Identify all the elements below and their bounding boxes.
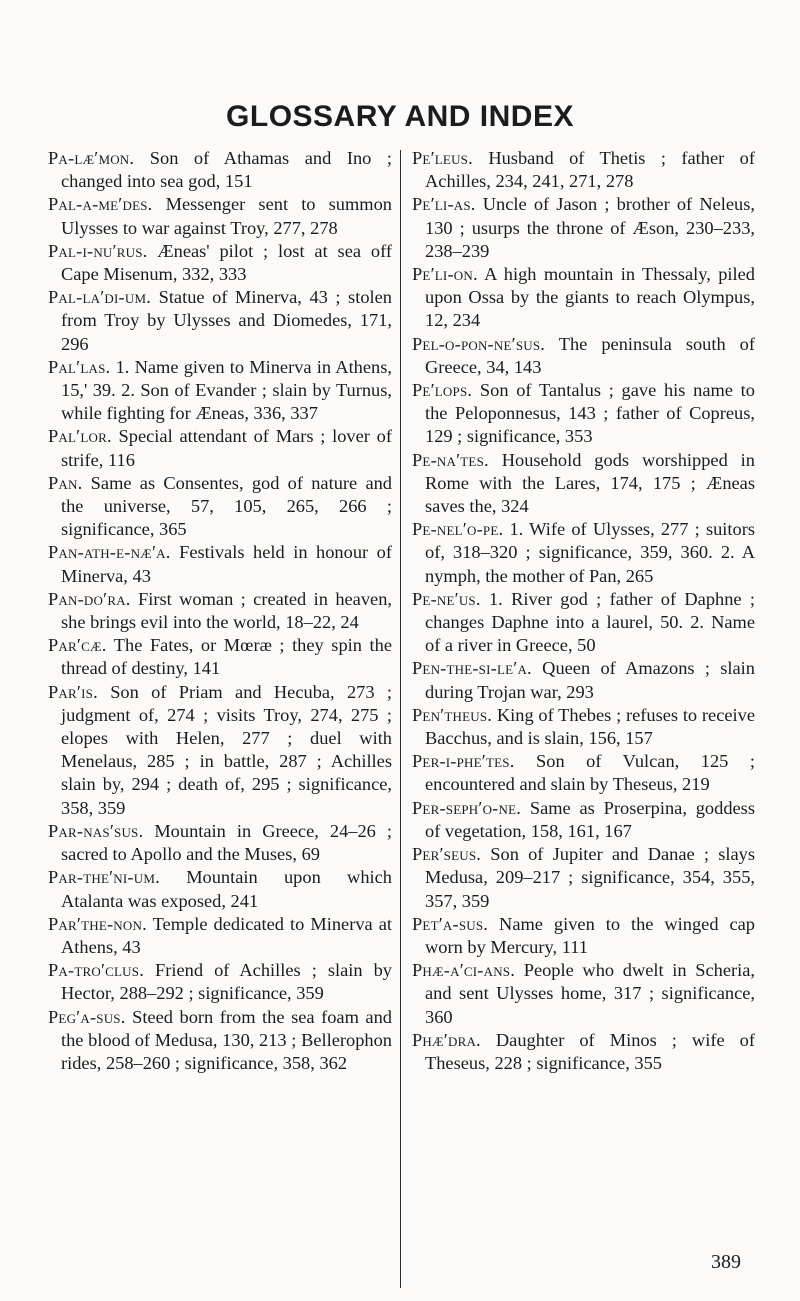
entry-headword: Pal-i-nu′rus. xyxy=(48,240,148,261)
entry-headword: Pel-o-pon-ne′sus. xyxy=(412,333,546,354)
index-entry xyxy=(412,147,755,193)
entry-headword: Par-the′ni-um. xyxy=(48,867,160,888)
entry-text: The peninsula south of Greece, 34, 143 xyxy=(425,333,755,377)
index-entry xyxy=(48,588,392,634)
entry-headword: Pan. xyxy=(48,472,83,493)
entry-headword: Pan-do′ra. xyxy=(48,588,131,609)
index-entry xyxy=(48,959,392,1005)
entry-headword: Pal-la′di-um. xyxy=(48,287,152,308)
entry-text: Uncle of Jason ; brother of Neleus, 130 ; usurps the throne of Æson, 230–233, 238–239 xyxy=(425,194,755,261)
page-title: GLOSSARY AND INDEX xyxy=(226,100,574,133)
index-entry xyxy=(48,286,392,356)
entry-headword: Pe′li-as. xyxy=(412,194,476,215)
entry-headword: Per-seph′o-ne. xyxy=(412,797,522,818)
index-entry xyxy=(48,193,392,239)
entry-text: Friend of Achilles ; slain by Hector, 288–292 ; significance, 359 xyxy=(61,960,392,1004)
index-entry xyxy=(412,518,755,588)
entry-text: Son of Jupiter and Danae ; slays Medusa, 209–217 ; significance, 354, 355, 357, 359 xyxy=(425,844,755,911)
entry-headword: Pal′lor. xyxy=(48,426,112,447)
entry-headword: Pa-læ′mon. xyxy=(48,148,135,168)
entry-text: Same as Proserpina, goddess of vegetation, 158, 161, 167 xyxy=(425,797,755,841)
entry-headword: Per′seus. xyxy=(412,844,482,865)
entry-headword: Pen′theus. xyxy=(412,704,493,725)
index-entry xyxy=(412,657,755,703)
index-entry xyxy=(412,379,755,449)
index-entry xyxy=(412,704,755,750)
index-entry xyxy=(48,147,392,193)
entry-headword: Pe′lops. xyxy=(412,380,473,401)
index-entry xyxy=(48,472,392,542)
index-entry xyxy=(412,193,755,263)
index-entry xyxy=(48,681,392,820)
entry-text: First woman ; created in heaven, she brings evil into the world, 18–22, 24 xyxy=(61,588,392,633)
entry-headword: Pet′a-sus. xyxy=(412,913,489,934)
index-entry xyxy=(48,1006,392,1076)
index-entry xyxy=(412,843,755,913)
entry-headword: Pe-nel′o-pe. xyxy=(412,519,504,540)
entry-headword: Par′cæ. xyxy=(48,635,107,656)
entry-text: Son of Athamas and Ino ; changed into sea god, 151 xyxy=(61,148,392,192)
index-entry xyxy=(412,263,755,333)
index-entry xyxy=(48,634,392,680)
entry-text: Mountain in Greece, 24–26 ; sacred to Apollo and the Muses, 69 xyxy=(61,820,392,865)
entry-text: Temple dedicated to Minerva at Athens, 43 xyxy=(61,913,393,957)
entry-text: The Fates, or Mœræ ; they spin the thread of destiny, 141 xyxy=(61,635,392,679)
index-entry xyxy=(412,1029,755,1075)
entry-headword: Pe-ne′us. xyxy=(412,588,481,609)
index-entry xyxy=(48,866,392,912)
entry-headword: Pa-tro′clus. xyxy=(48,960,144,981)
entry-headword: Par′the-non. xyxy=(48,913,147,934)
entry-headword: Phæ′dra. xyxy=(412,1029,481,1050)
entry-text: Messenger sent to summon Ulysses to war against Troy, 277, 278 xyxy=(61,194,392,238)
entry-text: A high mountain in Thessaly, piled upon Ossa by the giants to reach Olympus, 12, 234 xyxy=(425,264,755,331)
entry-text: 1. Name given to Minerva in Athens, 15,' 39. 2. Son of Evander ; slain by Turnus, while fighting for Æneas, 336, 337 xyxy=(61,356,392,424)
index-entry xyxy=(412,333,755,379)
index-entry xyxy=(48,425,392,471)
entry-headword: Par-nas′sus. xyxy=(48,820,144,841)
entry-text: Festivals held in honour of Minerva, 43 xyxy=(61,542,392,586)
entry-headword: Pal-a-me′des. xyxy=(48,194,153,215)
index-entry xyxy=(48,913,392,959)
entry-text: 1. River god ; father of Daphne ; changes Daphne into a laurel, 50. 2. Name of a river in Greece, 50 xyxy=(425,588,755,656)
entry-text: Name given to the winged cap worn by Mercury, 111 xyxy=(425,913,755,957)
entry-headword: Pe′leus. xyxy=(412,148,473,168)
right-column xyxy=(412,147,755,1075)
entry-text: King of Thebes ; refuses to receive Bacchus, and is slain, 156, 157 xyxy=(425,704,755,749)
entry-text: Son of Priam and Hecuba, 273 ; judgment of, 274 ; visits Troy, 274, 275 ; elopes with Helen, 277 ; duel with Menelaus, 285 ; in battle, 287 ; Achilles slain by, 294 ; death of, 295 ; significance, 358, 359 xyxy=(61,681,392,818)
index-entry xyxy=(48,820,392,866)
index-entry xyxy=(412,959,755,1029)
entry-text: Son of Vulcan, 125 ; encountered and slain by Theseus, 219 xyxy=(425,751,755,795)
entry-text: Statue of Minerva, 43 ; stolen from Troy by Ulysses and Diomedes, 171, 296 xyxy=(61,287,392,354)
entry-headword: Peg′a-sus. xyxy=(48,1006,126,1027)
entry-text: Steed born from the sea foam and the blood of Medusa, 130, 213 ; Bellerophon rides, 258–260 ; significance, 358, 362 xyxy=(61,1006,392,1073)
left-column xyxy=(48,147,392,1075)
entry-headword: Phæ-a′ci-ans. xyxy=(412,960,516,981)
entry-headword: Pan-ath-e-næ′a. xyxy=(48,542,171,563)
entry-headword: Par′is. xyxy=(48,681,98,702)
index-entry xyxy=(48,240,392,286)
page-number: 389 xyxy=(711,1251,741,1273)
entry-text: Special attendant of Mars ; lover of strife, 116 xyxy=(61,426,392,470)
entry-text: Husband of Thetis ; father of Achilles, 234, 241, 271, 278 xyxy=(425,148,755,192)
column-divider xyxy=(400,150,401,1288)
entry-text: Queen of Amazons ; slain during Trojan war, 293 xyxy=(425,658,755,702)
entry-text: Mountain upon which Atalanta was exposed, 241 xyxy=(61,867,392,911)
index-entry xyxy=(412,750,755,796)
entry-text: Same as Consentes, god of nature and the universe, 57, 105, 265, 266 ; significance, 365 xyxy=(61,472,392,540)
index-entry xyxy=(48,541,392,587)
entry-text: 1. Wife of Ulysses, 277 ; suitors of, 318–320 ; significance, 359, 360. 2. A nymph, the mother of Pan, 265 xyxy=(425,519,755,586)
entry-text: Æneas' pilot ; lost at sea off Cape Misenum, 332, 333 xyxy=(61,240,392,285)
index-entry xyxy=(412,913,755,959)
index-entry xyxy=(48,356,392,426)
entry-headword: Pal′las. xyxy=(48,356,111,377)
entry-text: Household gods worshipped in Rome with the Lares, 174, 175 ; Æneas saves the, 324 xyxy=(425,449,755,517)
entry-text: Daughter of Minos ; wife of Theseus, 228 ; significance, 355 xyxy=(425,1029,755,1073)
entry-headword: Per-i-phe′tes. xyxy=(412,751,515,772)
index-entry xyxy=(412,588,755,658)
entry-headword: Pe′li-on. xyxy=(412,264,478,285)
entry-headword: Pen-the-si-le′a. xyxy=(412,658,532,679)
entry-text: People who dwelt in Scheria, and sent Ulysses home, 317 ; significance, 360 xyxy=(425,960,755,1027)
index-entry xyxy=(412,449,755,519)
index-entry xyxy=(412,797,755,843)
entry-text: Son of Tantalus ; gave his name to the Peloponnesus, 143 ; father of Copreus, 129 ; significance, 353 xyxy=(425,380,755,447)
entry-headword: Pe-na′tes. xyxy=(412,449,489,470)
